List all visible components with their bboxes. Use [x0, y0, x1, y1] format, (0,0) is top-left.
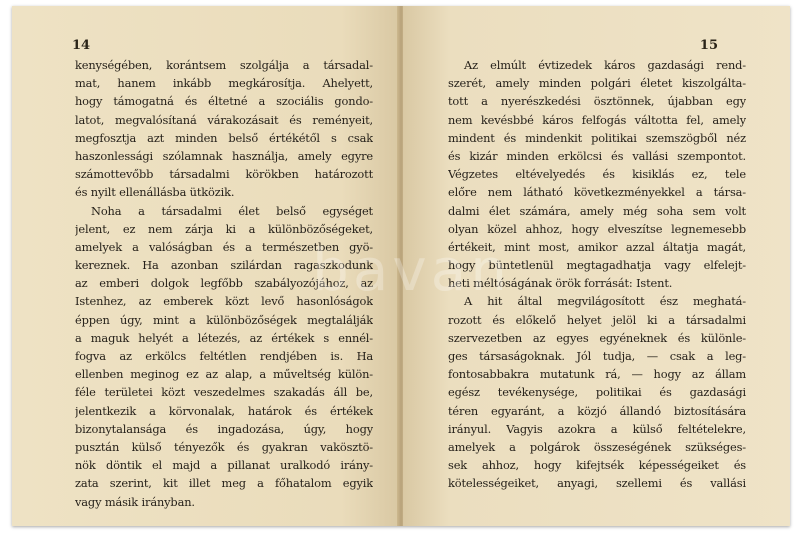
text-line: amelyek a valóságban és a természetben gyö-	[75, 239, 373, 254]
text-line: jelentkezik a körvonalak, határok és értékek	[75, 403, 373, 418]
left-page-text	[75, 56, 373, 511]
text-line: latot, megvalósítaná várakozásait és reményeit,	[75, 112, 373, 127]
text-line: mat, hanem inkább megkárosítja. Ahelyett,	[75, 76, 373, 91]
text-line: zata szerint, kit illet meg a főhatalom egyik	[75, 476, 373, 491]
text-line: megfosztja azt minden belső értékétől s csak	[75, 130, 373, 145]
text-line: éppen úgy, mint a különbözőségek megtalálják	[75, 312, 373, 327]
text-line: fontosabbakra mutatunk rá, — hogy az állam	[448, 367, 746, 382]
left-page	[12, 6, 399, 526]
text-line: sek ahhoz, hogy kifejtsék képességeiket és	[448, 458, 746, 473]
left-page-number: 14	[72, 38, 91, 53]
text-line: mindent és mindenkit politikai szemszögből néz	[448, 130, 746, 145]
text-line: vagy másik irányban.	[75, 494, 195, 509]
text-line: szerét, amely minden polgári életet kiszolgálta-	[448, 76, 746, 91]
text-line: hogy támogatná és éltetné a szociális gondo-	[75, 94, 373, 109]
text-line: az emberi dolgok legfőbb szabályozójához, az	[75, 276, 373, 291]
text-line: pusztán külső tényezők és gyakran vakösztö-	[75, 439, 373, 454]
text-line: jelent, ez nem zárja ki a különbözőségeket,	[75, 221, 373, 236]
text-line: rozott és előkelő helyet jelöl ki a társadalmi	[448, 312, 746, 327]
text-line: kenységében, korántsem szolgálja a társadal-	[75, 58, 373, 72]
text-line: és kizár minden erkölcsi és vallási szempontot.	[448, 148, 746, 163]
right-page-text	[448, 56, 746, 493]
text-line: Noha a társadalmi élet belső egységet	[91, 203, 373, 218]
text-line: féle területei közt veszedelmes szakadás áll be,	[75, 385, 373, 400]
text-line: ellenben meginog ez az alap, a műveltség külön-	[75, 367, 373, 382]
text-line: kereznek. Ha azonban szilárdan ragaszkodunk	[75, 258, 373, 273]
text-line: nök döntik el majd a pillanat uralkodó irány-	[75, 458, 373, 473]
right-page	[403, 6, 790, 526]
text-line: számottevőbb társadalmi körökben határozott	[75, 167, 373, 182]
text-line: szervezetben az egyes egyéneknek és különle-	[448, 330, 746, 345]
watermark: bavan	[312, 236, 511, 304]
text-line: olyan közel ahhoz, hogy elveszítse legnemesebb	[448, 221, 746, 236]
text-line: bizonytalansága és ingadozása, úgy, hogy	[75, 421, 373, 436]
text-line: dalmi élet számára, amely még soha sem volt	[448, 203, 746, 218]
text-line: irányul. Vagyis azokra a külső feltételekre,	[448, 421, 746, 436]
text-line: Az elmúlt évtizedek káros gazdasági rend-	[464, 58, 746, 72]
book-spread	[12, 6, 790, 526]
text-line: amelyek a polgárok összeségének szükséges-	[448, 439, 746, 454]
text-line: és nyilt ellenállásba ütközik.	[75, 185, 235, 200]
text-line: nem kevésbbé káros felfogás váltotta fel, amely	[448, 112, 746, 127]
text-line: a maguk helyét a létezés, az értékek s ennél-	[75, 330, 373, 345]
text-line: heti méltóságának örök forrását: Istent.	[448, 276, 673, 291]
right-page-number: 15	[699, 38, 718, 53]
text-line: fogva az erkölcs feltétlen rendjében is. Ha	[75, 349, 373, 363]
text-line: Végzetes eltévelyedés és kisiklás ez, tele	[448, 167, 746, 182]
text-line: tott a nyerészkedési ösztönnek, újabban egy	[448, 94, 746, 109]
text-line: hogy büntetlenül megtagadhatja vagy elfelejt-	[448, 258, 746, 273]
text-line: A hit által megvilágosított ész meghatá-	[464, 294, 746, 309]
text-line: haszonlessági szólamnak használja, amely egyre	[75, 148, 373, 163]
text-line: előre nem látható következményekkel a társa-	[448, 185, 746, 200]
text-line: egész tevékenysége, politikai és gazdasági	[448, 385, 746, 400]
text-line: értékeit, mint most, amikor azzal áltatja magát,	[448, 239, 746, 254]
text-line: ges társaságoknak. Jól tudja, — csak a leg-	[448, 349, 746, 363]
text-line: Istenhez, az emberek közt levő hasonlóságok	[75, 294, 373, 309]
text-line: téren egyaránt, a közjó állandó biztosítására	[448, 403, 746, 418]
text-line: kötelességeiket, anyagi, szellemi és vallási	[448, 476, 746, 491]
